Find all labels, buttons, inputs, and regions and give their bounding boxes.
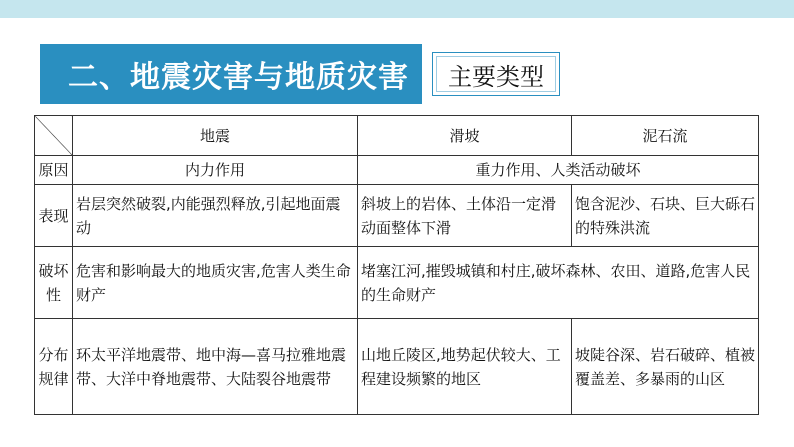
row-label-cause: 原因 bbox=[35, 156, 73, 185]
cause-earthquake: 内力作用 bbox=[73, 156, 358, 185]
row-label-distribution-line1: 分布 bbox=[38, 345, 69, 364]
manifestation-debris-flow: 饱含泥沙、石块、巨大砾石的特殊洪流 bbox=[572, 185, 759, 247]
row-label-damage-line1: 破坏 bbox=[38, 261, 69, 280]
header-earthquake: 地震 bbox=[73, 116, 358, 156]
damage-earthquake: 危害和影响最大的地质灾害,危害人类生命财产 bbox=[73, 247, 358, 319]
table-row-damage bbox=[35, 247, 759, 319]
distribution-earthquake: 环太平洋地震带、地中海—喜马拉雅地震带、大洋中脊地震带、大陆裂谷地震带 bbox=[73, 319, 358, 415]
type-tag bbox=[432, 52, 560, 96]
top-accent-bar bbox=[0, 0, 794, 18]
diagonal-corner-cell bbox=[35, 116, 73, 156]
table-row-manifestation bbox=[35, 185, 759, 247]
damage-landslide-debris: 堵塞江河,摧毁城镇和村庄,破坏森林、农田、道路,危害人民的生命财产 bbox=[358, 247, 759, 319]
row-label-damage bbox=[35, 247, 73, 319]
row-label-damage-line2: 性 bbox=[45, 285, 61, 304]
manifestation-landslide: 斜坡上的岩体、土体沿一定滑动面整体下滑 bbox=[358, 185, 572, 247]
distribution-landslide: 山地丘陵区,地势起伏较大、工程建设频繁的地区 bbox=[358, 319, 572, 415]
table-header-row bbox=[35, 116, 759, 156]
row-label-manifestation: 表现 bbox=[35, 185, 73, 247]
header-landslide: 滑坡 bbox=[358, 116, 572, 156]
manifestation-earthquake: 岩层突然破裂,内能强烈释放,引起地面震动 bbox=[73, 185, 358, 247]
table-row-distribution bbox=[35, 319, 759, 415]
row-label-distribution bbox=[35, 319, 73, 415]
table-row-cause bbox=[35, 156, 759, 185]
type-tag-label: 主要类型 bbox=[436, 56, 556, 92]
section-title-banner bbox=[40, 44, 422, 104]
disaster-comparison-table bbox=[34, 115, 759, 415]
cause-landslide-debris: 重力作用、人类活动破坏 bbox=[358, 156, 759, 185]
distribution-debris-flow: 坡陡谷深、岩石破碎、植被覆盖差、多暴雨的山区 bbox=[572, 319, 759, 415]
row-label-distribution-line2: 规律 bbox=[38, 369, 69, 388]
header-debris-flow: 泥石流 bbox=[572, 116, 759, 156]
section-title: 二、地震灾害与地质灾害 bbox=[68, 60, 409, 95]
